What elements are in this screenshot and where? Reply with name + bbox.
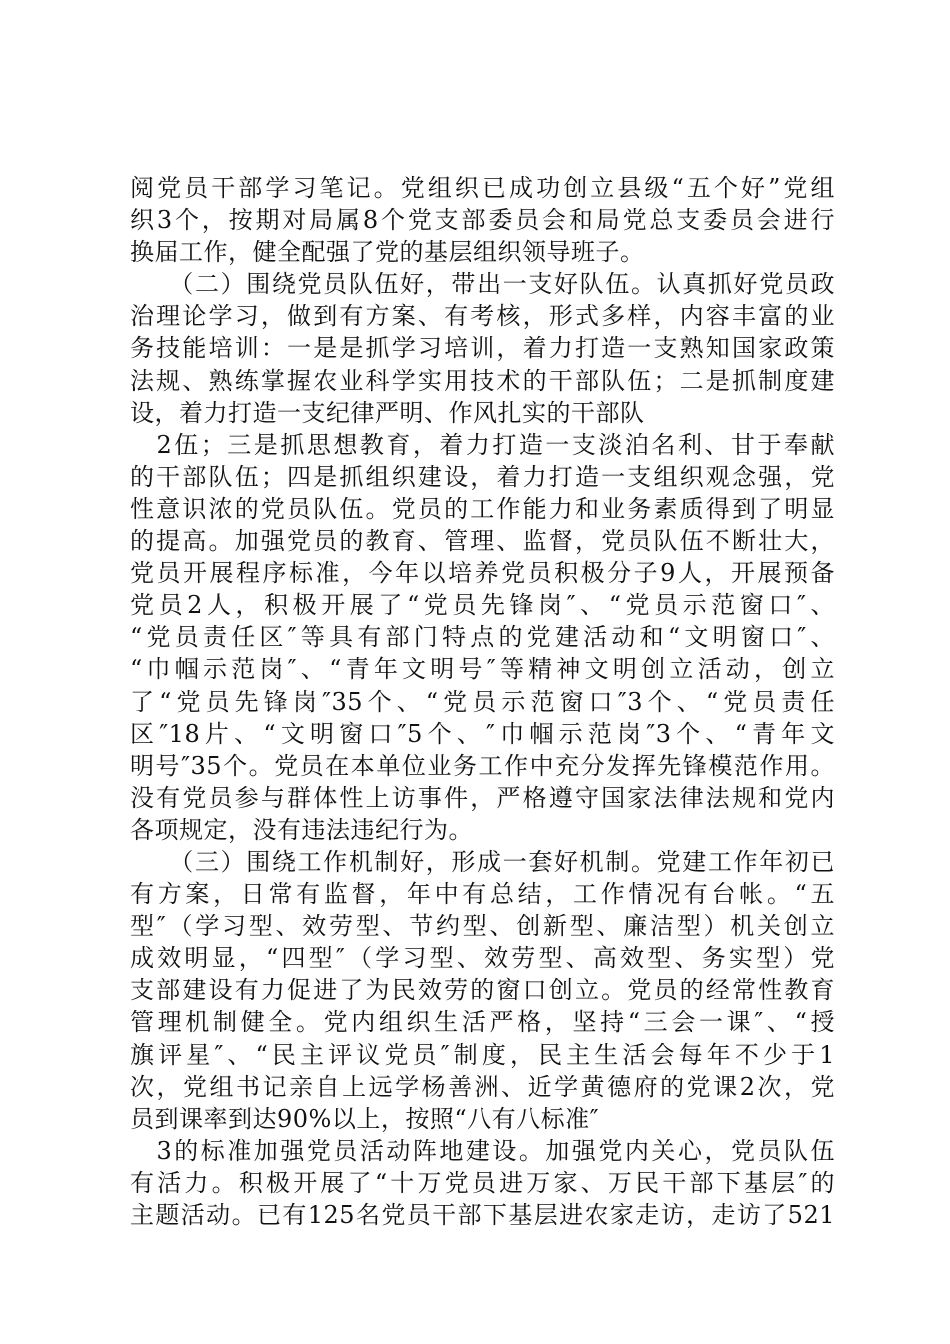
text-line: “党员责任区″等具有部门特点的党建活动和“文明窗口″、 bbox=[130, 623, 835, 652]
text-line: 换届工作，健全配强了党的基层组织领导班子。 bbox=[130, 238, 645, 267]
text-line: 主题活动。已有125名党员干部下基层进农家走访，走访了521 bbox=[130, 1201, 835, 1229]
text-line: 成效明显，“四型″（学习型、效劳型、高效型、务实型）党 bbox=[130, 944, 835, 973]
text-line: 的提高。加强党员的教育、管理、监督，党员队伍不断壮大， bbox=[130, 527, 835, 556]
text-line: 型″（学习型、效劳型、节约型、创新型、廉洁型）机关创立 bbox=[130, 912, 835, 941]
text-line: 3的标准加强党员活动阵地建设。加强党内关心，党员队伍 bbox=[130, 1136, 835, 1165]
text-line: 没有党员参与群体性上访事件，严格遵守国家法律法规和党内 bbox=[130, 783, 835, 812]
text-line: （三）围绕工作机制好，形成一套好机制。党建工作年初已 bbox=[130, 847, 835, 876]
text-line: 法规、熟练掌握农业科学实用技术的干部队伍；二是抓制度建 bbox=[130, 366, 835, 395]
text-line: 次，党组书记亲自上远学杨善洲、近学黄德府的党课2次，党 bbox=[130, 1072, 835, 1101]
document-body bbox=[130, 172, 835, 1231]
text-line: “巾帼示范岗″、“青年文明号″等精神文明创立活动，创立 bbox=[130, 655, 835, 684]
text-line: （二）围绕党员队伍好，带出一支好队伍。认真抓好党员政 bbox=[130, 270, 835, 299]
text-line: 党员开展程序标准，今年以培养党员积极分子9人，开展预备 bbox=[130, 559, 835, 588]
text-line: 务技能培训：一是是抓学习培训，着力打造一支熟知国家政策 bbox=[130, 334, 835, 363]
text-line: 员到课率到达90%以上，按照“八有八标准″ bbox=[130, 1104, 600, 1133]
text-line: 织3个，按期对局属8个党支部委员会和局党总支委员会进行 bbox=[130, 206, 835, 235]
text-line: 支部建设有力促进了为民效劳的窗口创立。党员的经常性教育 bbox=[130, 976, 835, 1005]
text-line: 管理机制健全。党内组织生活严格，坚持“三会一课″、“授 bbox=[130, 1008, 835, 1037]
text-line: 设，着力打造一支纪律严明、作风扎实的干部队 bbox=[130, 398, 645, 427]
text-line: 2伍；三是抓思想教育，着力打造一支淡泊名利、甘于奉献 bbox=[130, 430, 835, 459]
text-line: 党员2人，积极开展了“党员先锋岗″、“党员示范窗口″、 bbox=[130, 591, 835, 620]
text-line: 有方案，日常有监督，年中有总结，工作情况有台帐。“五 bbox=[130, 880, 835, 909]
text-line: 治理论学习，做到有方案、有考核，形式多样，内容丰富的业 bbox=[130, 302, 835, 331]
text-line: 旗评星″、“民主评议党员″制度，民主生活会每年不少于1 bbox=[130, 1040, 835, 1069]
text-line: 明号″35个。党员在本单位业务工作中充分发挥先锋模范作用。 bbox=[130, 751, 835, 780]
text-line: 区″18片、“文明窗口″5个、″巾帼示范岗″3个、“青年文 bbox=[130, 719, 835, 748]
text-line: 性意识浓的党员队伍。党员的工作能力和业务素质得到了明显 bbox=[130, 494, 835, 523]
text-line: 各项规定，没有违法违纪行为。 bbox=[130, 815, 473, 844]
text-line: 阅党员干部学习笔记。党组织已成功创立县级“五个好”党组 bbox=[130, 174, 835, 202]
text-line: 了“党员先锋岗″35个、“党员示范窗口″3个、“党员责任 bbox=[130, 687, 835, 716]
text-line: 有活力。积极开展了“十万党员进万家、万民干部下基层″的 bbox=[130, 1168, 835, 1197]
text-line: 的干部队伍；四是抓组织建设，着力打造一支组织观念强，党 bbox=[130, 462, 835, 491]
